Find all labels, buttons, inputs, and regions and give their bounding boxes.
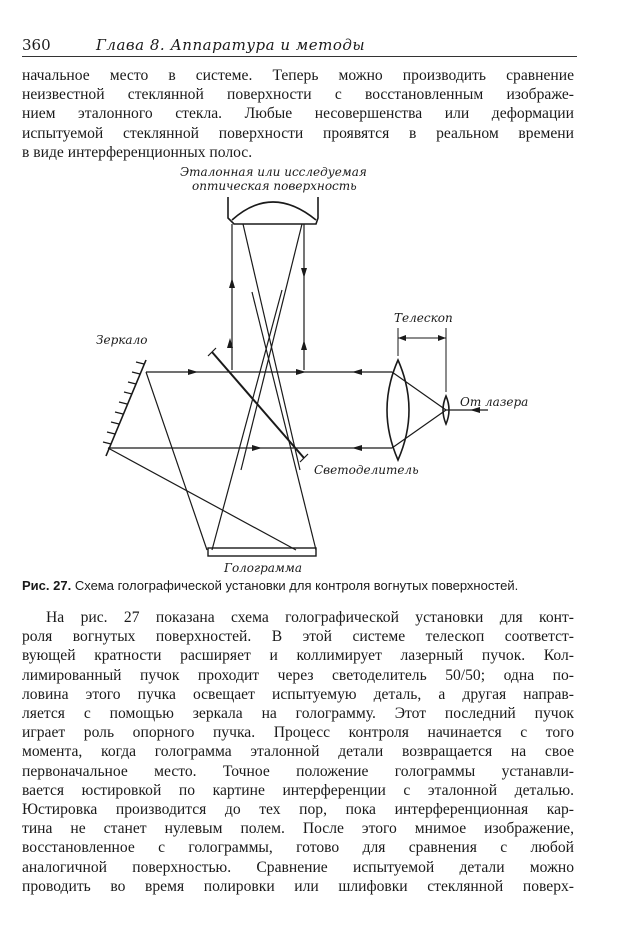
text-line: На рис. 27 показана схема голографической установки для конт-	[46, 609, 574, 626]
text-line: нием эталонного стекла. Любые несовершенства или деформации	[22, 105, 574, 123]
hologram-plate	[208, 548, 316, 556]
label-optical-surface-line2: оптическая поверхность	[192, 179, 357, 193]
label-telescope: Телескоп	[394, 311, 453, 325]
beam-lines	[108, 224, 488, 550]
text-line: проводить во время полировки или шлифовки стеклянной поверх-	[22, 877, 574, 895]
text-line: играет роль опорного пучка. Процесс контроля начинается с того	[22, 724, 574, 742]
label-beamsplitter: Светоделитель	[314, 463, 419, 477]
text-line: ловина этого пучка освещает испытуемую деталь, а другая направ-	[22, 685, 574, 703]
label-hologram: Голограмма	[224, 561, 302, 575]
concave-optical-surface	[228, 197, 318, 224]
paragraph-1	[22, 66, 574, 162]
label-mirror: Зеркало	[96, 333, 148, 347]
paragraph-2	[22, 608, 574, 896]
page-header	[22, 36, 582, 54]
beamsplitter	[208, 348, 308, 462]
running-title: Глава 8. Аппаратура и методы	[96, 36, 366, 54]
telescope	[387, 328, 449, 460]
text-line: в виде интерференционных полос.	[22, 143, 253, 161]
text-line: тина не станет нулевым полем. После этого мнимое изображение,	[22, 820, 574, 838]
text-line: аналогичной поверхностью. Сравнение испытуемой детали можно	[22, 858, 574, 876]
text-line: первоначальное место. Точное положение голограммы устанавли-	[22, 762, 574, 780]
figure-label: Рис. 27.	[22, 578, 72, 593]
label-optical-surface: Эталонная или исследуемая	[180, 165, 367, 179]
caption-text: Схема голографической установки для контроля вогнутых поверхностей.	[74, 578, 519, 593]
text-line: восстановленное с голограммы, готово для сравнения с любой	[22, 839, 574, 857]
text-line: начальное место в системе. Теперь можно производить сравнение	[22, 67, 574, 84]
text-line: испытуемой стеклянной поверхности проявятся в реальном времени	[22, 124, 574, 142]
text-line: Юстировка производится до тех пор, пока интерференционная кар-	[22, 801, 574, 819]
text-line: вующей кратности расширяет и коллимирует лазерный пучок. Кол-	[22, 647, 574, 665]
figure-holographic-setup	[0, 160, 628, 590]
text-line: вается юстировкой по картине интерференции с эталонной деталью.	[22, 781, 574, 799]
text-line: лимированный пучок проходит через светоделитель 50/50; одна по-	[22, 666, 574, 684]
page-number: 360	[22, 36, 51, 54]
text-line: ляется с помощью зеркала на голограмму. Этот последний пучок	[22, 705, 574, 723]
text-line: момента, когда голограмма эталонной детали возвращается на свое	[22, 743, 574, 761]
setup-diagram	[0, 160, 628, 590]
text-line: роля вогнутых поверхностей. В этой системе телескоп соответст-	[22, 628, 574, 646]
mirror	[103, 360, 146, 456]
figure-caption	[22, 578, 582, 593]
text-line: неизвестной стеклянной поверхности с восстановленным изображе-	[22, 86, 574, 104]
label-laser: От лазера	[460, 395, 529, 409]
header-rule	[22, 56, 577, 57]
